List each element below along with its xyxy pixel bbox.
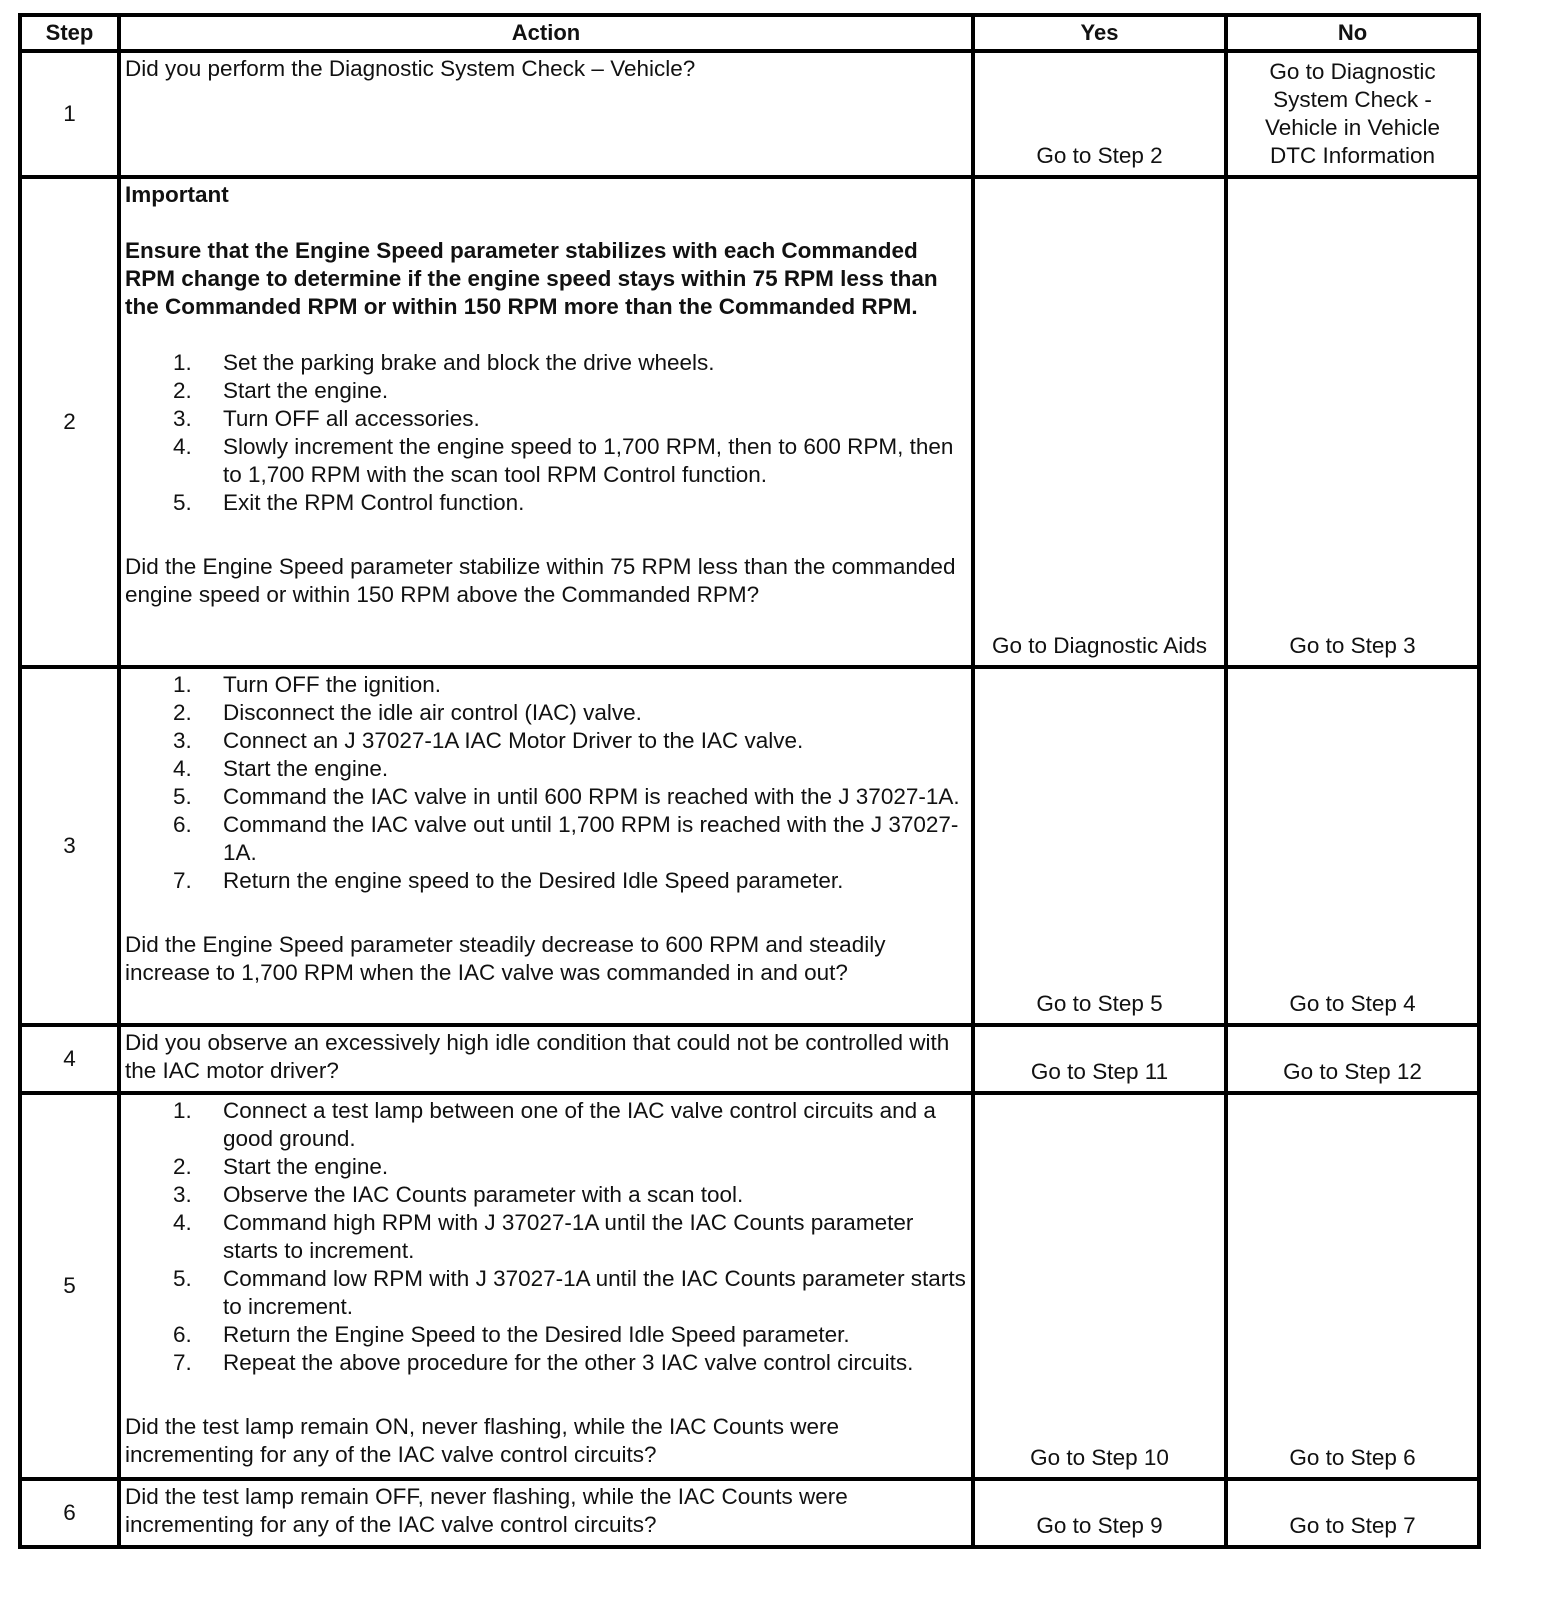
list-item	[125, 489, 969, 517]
procedure-list	[125, 671, 969, 895]
list-item-text: Command the IAC valve in until 600 RPM is reached with the J 37027-1A.	[223, 784, 960, 809]
list-item	[125, 377, 969, 405]
list-item-text: Exit the RPM Control function.	[223, 490, 525, 515]
table-row-step-1	[20, 51, 1479, 177]
list-item-number: 1.	[173, 1098, 192, 1123]
list-item-number: 7.	[173, 1350, 192, 1375]
diagnostic-table	[18, 13, 1481, 1549]
list-item	[125, 1209, 969, 1265]
header-no: No	[1226, 15, 1479, 51]
step-number: 3	[20, 667, 119, 1025]
question-text: Did the Engine Speed parameter steadily decrease to 600 RPM and steadily increase to 1,700 RPM when the IAC valve was commanded in and out?	[125, 932, 886, 985]
list-item-number: 1.	[173, 672, 192, 697]
yes-result: Go to Step 5	[973, 667, 1226, 1025]
table-row-step-3	[20, 667, 1479, 1025]
action-cell	[119, 177, 973, 667]
list-item	[125, 433, 969, 489]
list-item-text: Start the engine.	[223, 1154, 389, 1179]
list-item-text: Turn OFF the ignition.	[223, 672, 442, 697]
action-cell	[119, 1093, 973, 1479]
header-step: Step	[20, 15, 119, 51]
list-item-number: 6.	[173, 1322, 192, 1347]
yes-result: Go to Step 11	[973, 1025, 1226, 1093]
step-number: 2	[20, 177, 119, 667]
list-item-number: 2.	[173, 1154, 192, 1179]
list-item	[125, 699, 969, 727]
list-item-number: 5.	[173, 1266, 192, 1291]
important-heading: Important	[125, 182, 229, 207]
table-row-step-4	[20, 1025, 1479, 1093]
list-item-text: Start the engine.	[223, 756, 389, 781]
header-row	[20, 15, 1479, 51]
list-item-text: Command the IAC valve out until 1,700 RPM is reached with the J 37027-1A.	[223, 812, 959, 865]
list-item-number: 5.	[173, 490, 192, 515]
list-item	[125, 1181, 969, 1209]
list-item-number: 3.	[173, 406, 192, 431]
list-item-number: 2.	[173, 700, 192, 725]
list-item-text: Disconnect the idle air control (IAC) valve.	[223, 700, 642, 725]
no-result: Go to Step 7	[1226, 1479, 1479, 1547]
action-cell	[119, 1479, 973, 1547]
list-item	[125, 727, 969, 755]
list-item-text: Turn OFF all accessories.	[223, 406, 480, 431]
list-item-number: 3.	[173, 1182, 192, 1207]
no-result-text: Go to Diagnostic System Check - Vehicle in Vehicle DTC Information	[1264, 59, 1441, 168]
no-result: Go to Step 6	[1226, 1093, 1479, 1479]
list-item-text: Connect a test lamp between one of the IAC valve control circuits and a good ground.	[223, 1098, 936, 1151]
list-item	[125, 783, 969, 811]
list-item-text: Repeat the above procedure for the other 3 IAC valve control circuits.	[223, 1350, 914, 1375]
question-text: Did the Engine Speed parameter stabilize within 75 RPM less than the commanded engine speed or within 150 RPM above the Commanded RPM?	[125, 554, 956, 607]
step-number: 1	[20, 51, 119, 177]
list-item-number: 5.	[173, 784, 192, 809]
question-text: Did you observe an excessively high idle condition that could not be controlled with the IAC motor driver?	[125, 1030, 950, 1083]
table-row-step-6	[20, 1479, 1479, 1547]
list-item-number: 4.	[173, 434, 192, 459]
question-text: Did the test lamp remain OFF, never flashing, while the IAC Counts were incrementing for any of the IAC valve control circuits?	[125, 1484, 848, 1537]
list-item	[125, 349, 969, 377]
list-item-text: Observe the IAC Counts parameter with a scan tool.	[223, 1182, 744, 1207]
list-item-number: 3.	[173, 728, 192, 753]
yes-result: Go to Step 10	[973, 1093, 1226, 1479]
no-result	[1226, 51, 1479, 177]
header-action: Action	[119, 15, 973, 51]
step-number: 6	[20, 1479, 119, 1547]
list-item-text: Connect an J 37027-1A IAC Motor Driver to the IAC valve.	[223, 728, 804, 753]
question-text: Did you perform the Diagnostic System Check – Vehicle?	[125, 56, 696, 81]
list-item-text: Start the engine.	[223, 378, 389, 403]
list-item	[125, 1265, 969, 1321]
action-cell	[119, 667, 973, 1025]
procedure-list	[125, 349, 969, 517]
list-item-number: 7.	[173, 868, 192, 893]
list-item	[125, 755, 969, 783]
list-item-text: Command high RPM with J 37027-1A until the IAC Counts parameter starts to increment.	[223, 1210, 914, 1263]
no-result: Go to Step 4	[1226, 667, 1479, 1025]
list-item	[125, 1349, 969, 1377]
yes-result: Go to Step 9	[973, 1479, 1226, 1547]
no-result: Go to Step 12	[1226, 1025, 1479, 1093]
list-item-text: Return the engine speed to the Desired Idle Speed parameter.	[223, 868, 844, 893]
header-yes: Yes	[973, 15, 1226, 51]
step-number: 4	[20, 1025, 119, 1093]
list-item-text: Return the Engine Speed to the Desired Idle Speed parameter.	[223, 1322, 850, 1347]
list-item-number: 1.	[173, 350, 192, 375]
list-item	[125, 811, 969, 867]
list-item	[125, 671, 969, 699]
table-row-step-2	[20, 177, 1479, 667]
step-number: 5	[20, 1093, 119, 1479]
list-item-text: Set the parking brake and block the drive wheels.	[223, 350, 715, 375]
question-text: Did the test lamp remain ON, never flashing, while the IAC Counts were incrementing for any of the IAC valve control circuits?	[125, 1414, 840, 1467]
table-row-step-5	[20, 1093, 1479, 1479]
list-item-number: 2.	[173, 378, 192, 403]
list-item	[125, 867, 969, 895]
list-item	[125, 405, 969, 433]
yes-result: Go to Diagnostic Aids	[973, 177, 1226, 667]
list-item	[125, 1321, 969, 1349]
action-cell	[119, 51, 973, 177]
no-result: Go to Step 3	[1226, 177, 1479, 667]
diagnostic-page	[18, 13, 1481, 1549]
list-item-number: 4.	[173, 1210, 192, 1235]
list-item-number: 6.	[173, 812, 192, 837]
important-note: Ensure that the Engine Speed parameter stabilizes with each Commanded RPM change to determine if the engine speed stays within 75 RPM less than the Commanded RPM or within 150 RPM more than the Commanded RPM.	[125, 238, 938, 319]
list-item-number: 4.	[173, 756, 192, 781]
list-item	[125, 1153, 969, 1181]
action-cell	[119, 1025, 973, 1093]
procedure-list	[125, 1097, 969, 1377]
yes-result: Go to Step 2	[973, 51, 1226, 177]
list-item-text: Command low RPM with J 37027-1A until the IAC Counts parameter starts to increment.	[223, 1266, 966, 1319]
list-item-text: Slowly increment the engine speed to 1,700 RPM, then to 600 RPM, then to 1,700 RPM with the scan tool RPM Control function.	[223, 434, 954, 487]
list-item	[125, 1097, 969, 1153]
